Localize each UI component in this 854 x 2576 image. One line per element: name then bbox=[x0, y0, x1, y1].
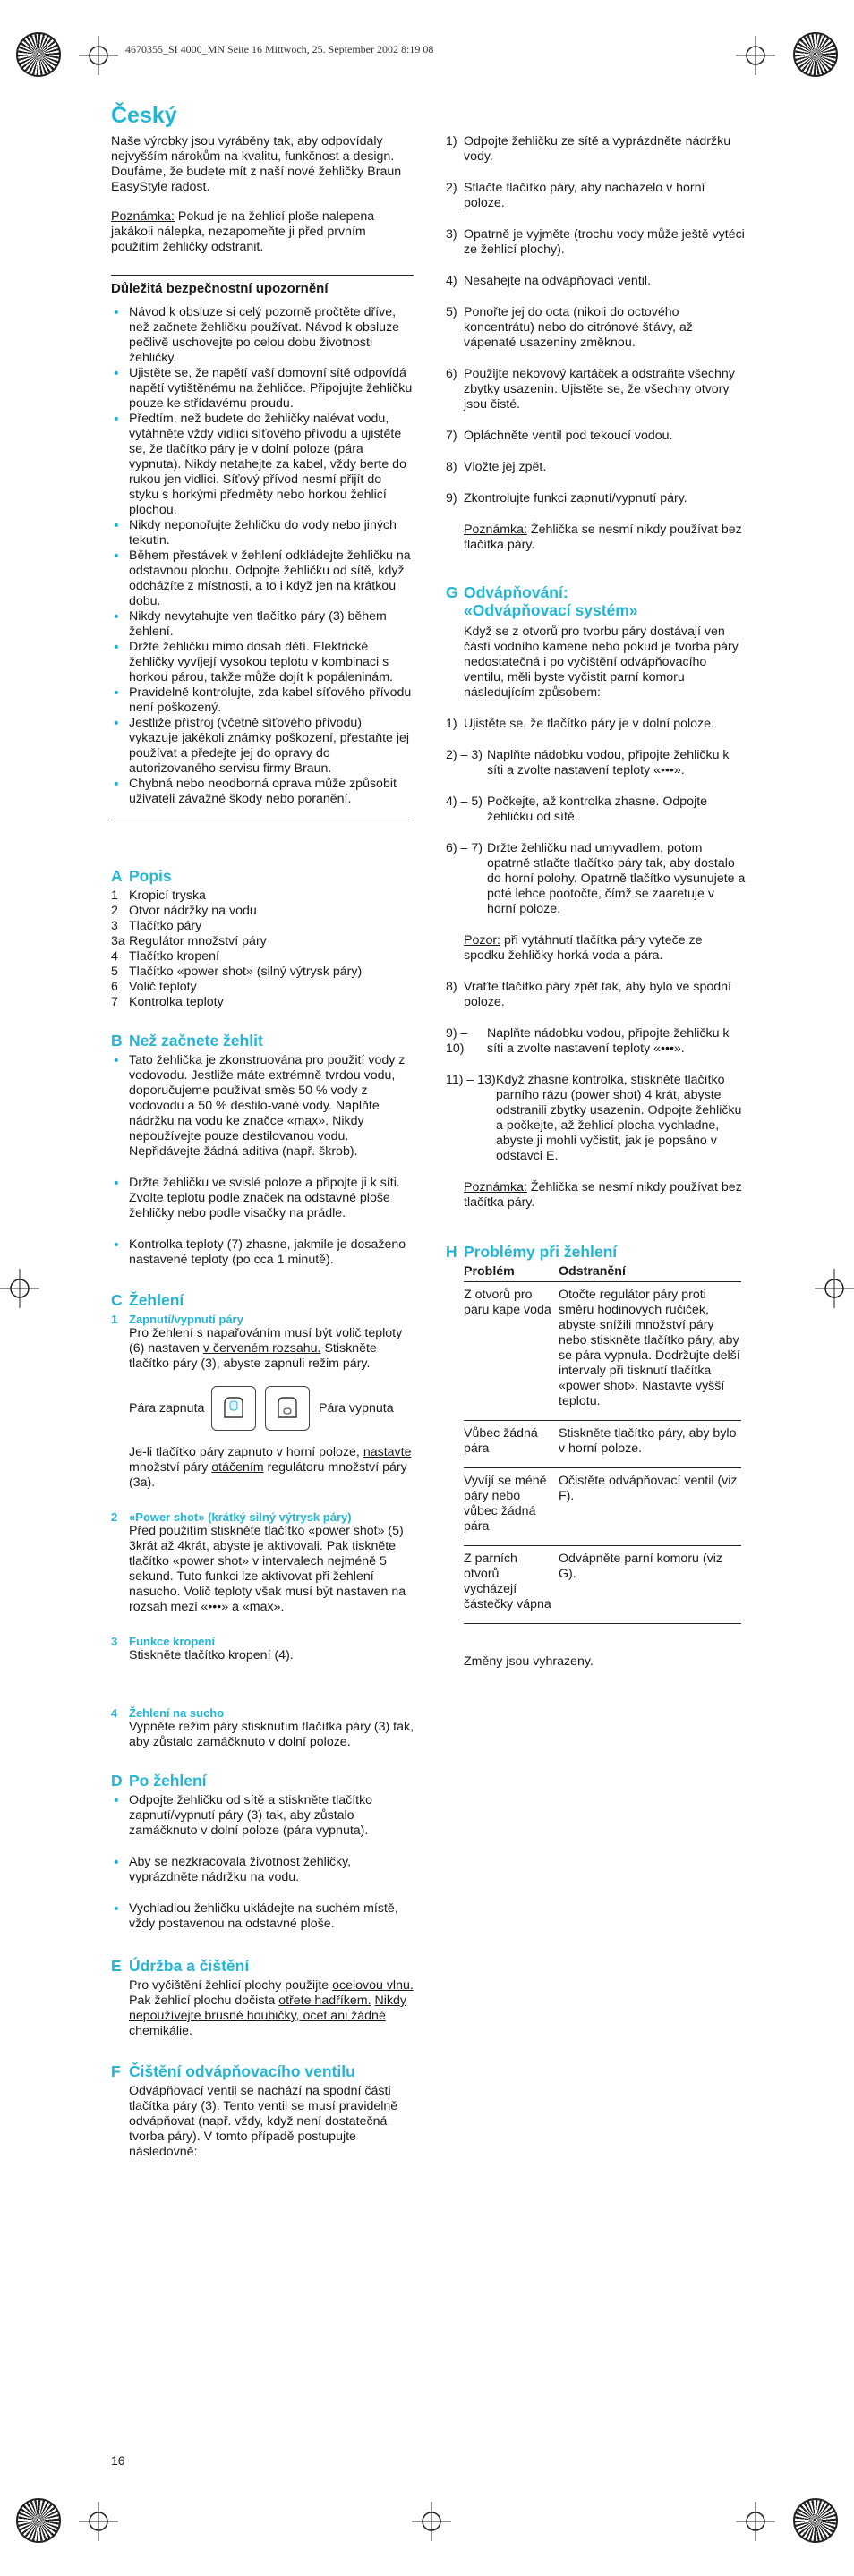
divider bbox=[111, 275, 414, 276]
list-item: • Držte žehličku mimo dosah dětí. Elektrické žehličky vyvíjejí vysokou teplotu v kombinaci s horkou párou, takže může dojít k popáleninám. bbox=[111, 640, 414, 685]
registration-mark-icon bbox=[815, 1269, 854, 1308]
list-item: 4) Nesahejte na odvápňovací ventil. bbox=[446, 274, 652, 288]
list-item: • Chybná nebo neodborná oprava může způsobit uživateli závažné škody nebo poranění. bbox=[111, 777, 414, 807]
subsection-heading: 4 Žehlení na sucho bbox=[111, 1706, 225, 1720]
list-item: 1) Ujistěte se, že tlačítko páry je v dolní poloze. bbox=[446, 717, 714, 731]
troubleshooting-table-wrap bbox=[446, 1264, 747, 1624]
list-item: 2) – 3) Naplňte nádobku vodou, připojte žehličku k síti a zvolte nastavení teploty «•••». bbox=[446, 748, 730, 778]
section-h-heading: H Problémy při žehlení bbox=[446, 1243, 618, 1261]
spray-text: Stiskněte tlačítko kropení (4). bbox=[129, 1648, 294, 1662]
safety-list bbox=[111, 305, 414, 807]
list-item: 9) Zkontrolujte funkci zapnutí/vypnutí páry. bbox=[446, 491, 687, 506]
list-item: 11) – 13) Když zhasne kontrolka, stiskněte tlačítko parního rázu (power shot) 4 krát, abyste odstranili zbytky usazenin. Odpojte žehličku a počkejte, až žehlicí plocha vychladne, abyste ji mohli vyčistit, jak je popsáno v odstavci E. bbox=[446, 1073, 742, 1163]
cleaning-text: Pro vyčištění žehlicí plochy použijte ocelovou vlnu. Pak žehlicí plochu dočista otřete hadříkem. Nikdy nepoužívejte brusné houbičky, ocet ani žádné chemikálie. bbox=[129, 1978, 414, 2038]
intro-note bbox=[111, 209, 414, 255]
list-item: 4 Tlačítko kropení bbox=[111, 949, 219, 964]
section-c-heading: C Žehlení bbox=[111, 1291, 184, 1309]
table-row: Vůbec žádná pára Stiskněte tlačítko páry, aby bylo v horní poloze. bbox=[464, 1421, 741, 1468]
subsection-heading: 2 «Power shot» (krátký silný výtrysk páry) bbox=[111, 1510, 352, 1524]
list-item: 3) Opatrně je vyjměte (trochu vody může ještě vytéci ze žehlicí plochy). bbox=[446, 227, 745, 257]
section-g-heading: G Odvápňování: «Odvápňovací systém» bbox=[446, 583, 638, 619]
descaling-intro: Když se z otvorů pro tvorbu páry dostávají ven částí vodního kamene nebo pokud je tvorba páry nedostatečná i po vyčištění odvápňovacího ventilu, měli byste vyčistit parní komoru následujícím způsobem: bbox=[464, 625, 739, 700]
list-item: • Pravidelně kontrolujte, zda kabel síťového přívodu není poškozený. bbox=[111, 685, 414, 716]
troubleshooting-table bbox=[464, 1264, 741, 1624]
descaling-note: Poznámka: Žehlička se nesmí nikdy používat bez tlačítka páry. bbox=[464, 1180, 742, 1210]
color-wheel-icon bbox=[16, 2498, 61, 2543]
color-wheel-icon bbox=[16, 32, 61, 77]
list-item: 6) Použijte nekovový kartáček a odstraňte všechny zbytky usazenin. Ujistěte se, že všechny otvory jsou čisté. bbox=[446, 367, 735, 412]
list-item: 5 Tlačítko «power shot» (silný výtrysk páry) bbox=[111, 965, 363, 979]
registration-mark-icon bbox=[79, 2502, 118, 2541]
steam-off-label: Pára vypnuta bbox=[319, 1400, 394, 1416]
section-d-heading: D Po žehlení bbox=[111, 1772, 207, 1790]
steam-text: Pro žehlení s napařováním musí být volič teploty (6) nastaven v červeném rozsahu. Stiskněte tlačítko páry (3), abyste zapnuli režim páry. bbox=[129, 1326, 403, 1371]
list-item: 1) Odpojte žehličku ze sítě a vyprázdněte nádržku vody. bbox=[446, 134, 731, 164]
list-item: • Předtím, než budete do žehličky nalévat vodu, vytáhněte vždy vidlici síťového přívodu a ujistěte se, že tlačítko páry je v dolní poloze (pára vypnuta). Nikdy netahejte za kabel, vždy berte do rukou jen vidlici. Síťový přívod nesmí přijít do styku s horkými předměty nebo horkou žehlicí plochou. bbox=[111, 412, 414, 518]
column-header: Problém bbox=[464, 1264, 559, 1282]
parts-list bbox=[111, 888, 414, 1010]
steam-on-icon bbox=[211, 1386, 256, 1431]
list-item: 2 Otvor nádržky na vodu bbox=[111, 904, 257, 918]
list-item: • Návod k obsluze si celý pozorně pročtěte dříve, než začnete žehličku používat. Návod k obsluze pečlivě uschovejte po celou dobu životnosti žehličky. bbox=[111, 305, 414, 366]
descaling-steps bbox=[446, 717, 747, 917]
steam-amount-text: Je-li tlačítko páry zapnuto v horní poloze, nastavte množství páry otáčením regulátoru množství páry (3a). bbox=[129, 1445, 412, 1490]
print-header: 4670355_SI 4000_MN Seite 16 Mittwoch, 25. September 2002 8:19 08 bbox=[125, 43, 434, 55]
page-title: Český bbox=[111, 103, 177, 128]
list-item: 2) Stlačte tlačítko páry, aby nacházelo v horní poloze. bbox=[446, 181, 705, 210]
list-item: • Tato žehlička je zkonstruována pro použití vody z vodovodu. Jestliže máte extrémně tvrdou vodu, doporučujeme používat směs 50 % vody z vodovodu a 50 % destilo-vané vody. Naplňte nádržku na vodu ke značce «max». Nikdy nepoužívejte pouze destilovanou vodu. Nepřidávejte žádná aditiva (např. škrob). bbox=[111, 1053, 414, 1160]
color-wheel-icon bbox=[793, 2498, 838, 2543]
valve-note: Poznámka: Žehlička se nesmí nikdy používat bez tlačítka páry. bbox=[464, 523, 742, 552]
after-ironing-list bbox=[111, 1793, 414, 1932]
list-item: 3 Tlačítko páry bbox=[111, 919, 202, 933]
steam-diagram bbox=[111, 1386, 414, 1431]
list-item: 6 Volič teploty bbox=[111, 980, 197, 994]
table-row: Vyvíjí se méně páry nebo vůbec žádná pára Očistěte odvápňovací ventil (viz F). bbox=[464, 1468, 741, 1546]
steam-off-icon bbox=[265, 1386, 310, 1431]
steam-on-label: Pára zapnuta bbox=[129, 1400, 205, 1416]
list-item: • Vychladlou žehličku ukládejte na suchém místě, vždy postavenou na odstavné ploše. bbox=[111, 1901, 414, 1932]
right-column bbox=[446, 134, 747, 1670]
descaling-warning: Pozor: při vytáhnutí tlačítka páry vyteče ze spodku žehličky horká voda a pára. bbox=[464, 933, 703, 963]
section-b-heading: B Než začnete žehlit bbox=[111, 1032, 263, 1050]
registration-mark-icon bbox=[736, 2502, 775, 2541]
table-row: Z parních otvorů vycházejí částečky vápna Odvápněte parní komoru (viz G). bbox=[464, 1546, 741, 1624]
dry-ironing-text: Vypněte režim páry stisknutím tlačítka páry (3) tak, aby zůstalo zamáčknuto v dolní poloze. bbox=[129, 1720, 414, 1749]
subsection-heading: 3 Funkce kropení bbox=[111, 1635, 216, 1648]
subsection-heading: 1 Zapnutí/vypnutí páry bbox=[111, 1313, 243, 1326]
section-e-heading: E Údržba a čištění bbox=[111, 1957, 250, 1975]
valve-text: Odvápňovací ventil se nachází na spodní části tlačítka páry (3). Tento ventil se musí pravidelně odvápňovat (např. vždy, když není dostatečná tvorba páry). V tomto případě postupujte následovně: bbox=[129, 2084, 398, 2159]
table-row: Z otvorů pro páru kape voda Otočte regulátor páry proti směru hodinových ručiček, abyste snížili množství páry nebo stiskněte tlačítko páry, aby se pára vypnula. Dodržujte delší intervaly při tisknutí tlačítka «power shot». Nastavte vyšší teplotu. bbox=[464, 1282, 741, 1421]
list-item: 8) Vložte jej zpět. bbox=[446, 460, 547, 474]
safety-heading: Důležitá bezpečnostní upozornění bbox=[111, 281, 329, 296]
section-f-heading: F Čištění odvápňovacího ventilu bbox=[111, 2062, 355, 2080]
list-item: • Držte žehličku ve svislé poloze a připojte ji k síti. Zvolte teplotu podle značek na odstavné ploše žehličky nebo podle visačky na prádle. bbox=[111, 1176, 414, 1221]
changes-reserved: Změny jsou vyhrazeny. bbox=[464, 1654, 594, 1669]
valve-steps bbox=[446, 134, 747, 506]
registration-mark-icon bbox=[79, 36, 118, 75]
list-item: • Jestliže přístroj (včetně síťového přívodu) vykazuje jakékoli známky poškození, přestaňte jej používat a předejte jej do opravy do autorizovaného servisu firmy Braun. bbox=[111, 716, 414, 777]
registration-mark-icon bbox=[736, 36, 775, 75]
list-item: 7 Kontrolka teploty bbox=[111, 995, 224, 1009]
list-item: • Nikdy neponořujte žehličku do vody nebo jiných tekutin. bbox=[111, 518, 414, 548]
list-item: 1 Kropicí tryska bbox=[111, 888, 206, 903]
list-item: 6) – 7) Držte žehličku nad umyvadlem, potom opatrně stlačte tlačítko páry tak, aby dostalo do horní polohy. Opatrně tlačítko vysunujete a poté lehce pootočte, čímž se zaaretuje v horní poloze. bbox=[446, 841, 746, 916]
before-ironing-list bbox=[111, 1053, 414, 1268]
intro-paragraph: Naše výrobky jsou vyráběny tak, aby odpovídaly nejvyšším nárokům na kvalitu, funkčnost a design. Doufáme, že budete mít z naší nové žehličky Braun EasyStyle radost. bbox=[111, 134, 402, 194]
list-item: • Aby se nezkracovala životnost žehličky, vyprázdněte nádržku na vodu. bbox=[111, 1855, 414, 1885]
list-item: • Odpojte žehličku od sítě a stiskněte tlačítko zapnutí/vypnutí páry (3) tak, aby zůstalo zamáčknuto v dolní poloze (pára vypnuta). bbox=[111, 1793, 414, 1839]
list-item: 9) – 10) Naplňte nádobku vodou, připojte žehličku k síti a zvolte nastavení teploty «•••». bbox=[446, 1026, 730, 1056]
list-item: 5) Ponořte jej do octa (nikoli do octového koncentrátu) nebo do citrónové šťávy, až vápenaté usazeniny změknou. bbox=[446, 305, 693, 350]
list-item: 4) – 5) Počkejte, až kontrolka zhasne. Odpojte žehličku od sítě. bbox=[446, 795, 708, 824]
note-label: Poznámka: bbox=[111, 209, 175, 224]
list-item: • Během přestávek v žehlení odkládejte žehličku na odstavnou plochu. Odpojte žehličku od sítě, když odcházíte z místnosti, a to i když jen na krátkou dobu. bbox=[111, 548, 414, 609]
color-wheel-icon bbox=[793, 32, 838, 77]
page-number: 16 bbox=[111, 2453, 125, 2468]
registration-mark-icon bbox=[0, 1269, 39, 1308]
column-header: Odstranění bbox=[559, 1264, 741, 1282]
note-text: Pokud je na žehlicí ploše nalepena jakákoli nálepka, nezapomeňte ji před prvním použitím žehličky odstranit. bbox=[111, 209, 375, 254]
list-item: • Kontrolka teploty (7) zhasne, jakmile je dosaženo nastavené teploty (po cca 1 minutě). bbox=[111, 1237, 414, 1268]
list-item: • Nikdy nevytahujte ven tlačítko páry (3) během žehlení. bbox=[111, 609, 414, 640]
registration-mark-icon bbox=[412, 2502, 451, 2541]
list-item: 3a Regulátor množství páry bbox=[111, 934, 267, 948]
power-shot-text: Před použitím stiskněte tlačítko «power shot» (5) 3krát až 4krát, abyste je aktivovali. Pak tiskněte tlačítko «power shot» v intervalech nejméně 5 sekund. Tuto funkci lze aktivovat při žehlení nasucho. Volič teploty však musí být nastaven na rozsah mezi «•••» a «max». bbox=[129, 1524, 406, 1614]
section-a-heading: A Popis bbox=[111, 867, 172, 885]
list-item: 8) Vraťte tlačítko páry zpět tak, aby bylo ve spodní poloze. bbox=[446, 980, 731, 1009]
list-item: • Ujistěte se, že napětí vaší domovní sítě odpovídá napětí vytištěnému na žehličce. Připojujte žehličku pouze ke střídavému proudu. bbox=[111, 366, 414, 412]
left-column bbox=[111, 102, 414, 2160]
list-item: 7) Opláchněte ventil pod tekoucí vodou. bbox=[446, 429, 673, 443]
descaling-steps-2 bbox=[446, 980, 747, 1164]
